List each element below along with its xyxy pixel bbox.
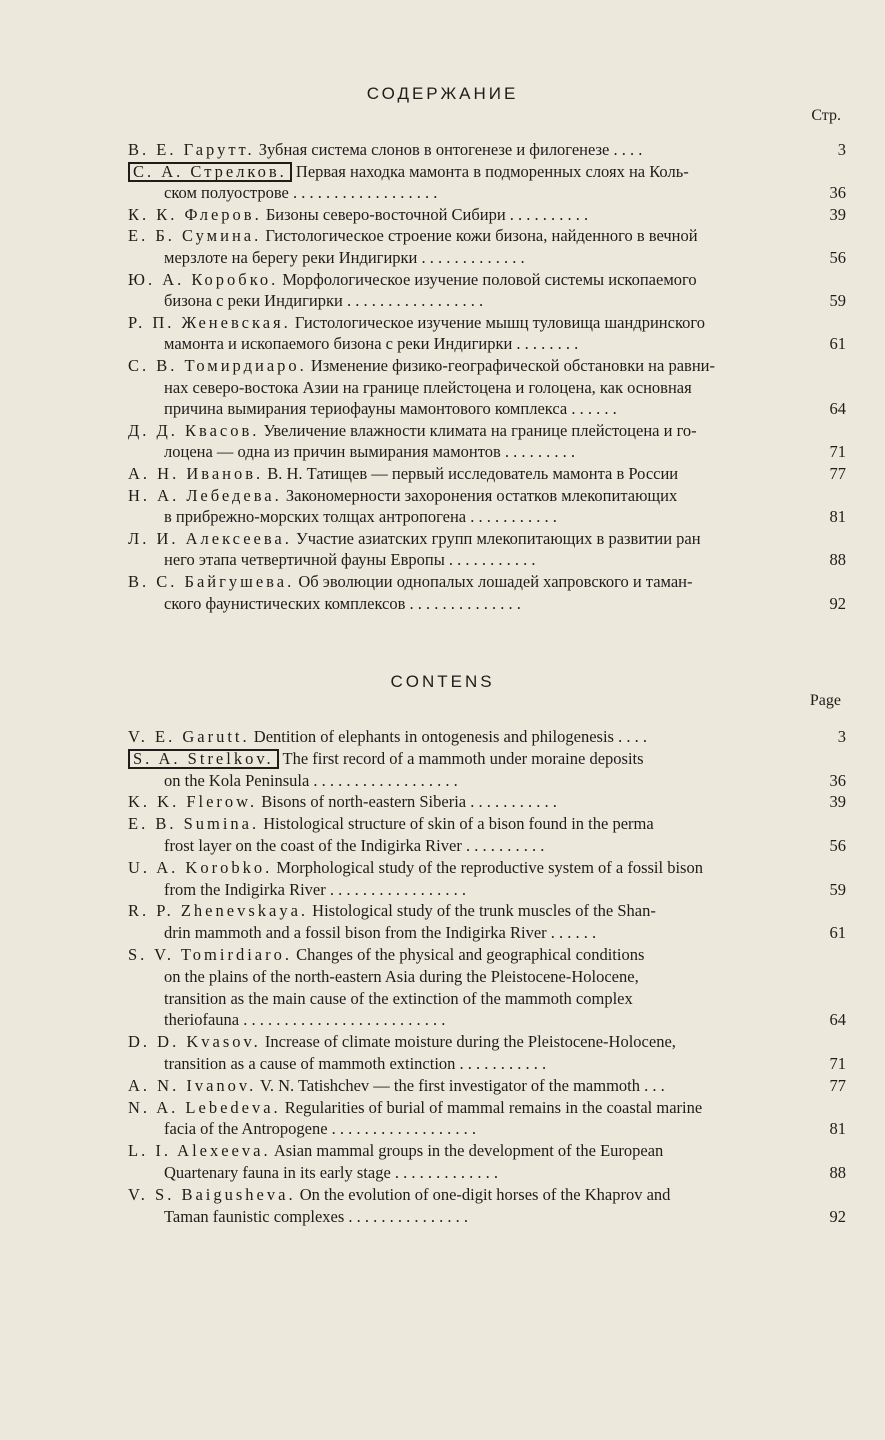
toc-title-text: Histological study of the trunk muscles of the Shan- xyxy=(312,901,656,921)
toc-entry-line xyxy=(128,880,846,902)
toc-title-text: Об эволюции однопалых лошадей хапровского и таман- xyxy=(298,572,693,591)
toc-entry-line xyxy=(128,442,846,464)
toc-author: E. B. Sumina. xyxy=(128,814,260,834)
toc-author: S. A. Strelkov. xyxy=(128,749,279,769)
toc-title-text: него этапа четвертичной фауны Европы . . . . . . . . . . . xyxy=(164,550,536,570)
en-toc-entry xyxy=(128,727,846,749)
ru-toc-entry xyxy=(128,529,846,572)
toc-page-number: 56 xyxy=(829,835,846,855)
toc-title-text: Histological structure of skin of a bison found in the perma xyxy=(263,814,654,834)
toc-entry-line xyxy=(128,334,846,356)
toc-entry-line xyxy=(128,486,846,508)
toc-page-number: 59 xyxy=(829,291,846,311)
en-toc-entry xyxy=(128,749,846,793)
toc-page-number: 61 xyxy=(829,334,846,354)
toc-title-text: Морфологическое изучение половой системы ископаемого xyxy=(282,269,697,289)
toc-title-text: Quartenary fauna in its early stage . . . . . . . . . . . . . xyxy=(164,1162,499,1182)
en-toc-entry xyxy=(128,814,846,858)
toc-entry-line xyxy=(128,270,846,292)
ru-heading: СОДЕРЖАНИЕ xyxy=(366,84,519,103)
en-toc-entry xyxy=(128,858,846,902)
toc-author: В. Е. Гарутт. xyxy=(128,140,255,159)
toc-entry-line xyxy=(128,507,846,529)
toc-author: U. A. Korobko. xyxy=(128,857,273,877)
toc-entry-line xyxy=(128,836,846,858)
toc-entry-line xyxy=(128,226,846,248)
toc-page-number: 77 xyxy=(829,464,846,483)
toc-page-number: 36 xyxy=(829,183,846,203)
toc-entry-line xyxy=(128,967,846,989)
toc-page-number: 81 xyxy=(829,507,846,527)
toc-entry-line xyxy=(128,814,846,836)
toc-title-text: Увеличение влажности климата на границе плейстоцена и го- xyxy=(263,420,697,440)
toc-title-text: Зубная система слонов в онтогенезе и филогенезе . . . . xyxy=(258,140,643,159)
en-toc-entry xyxy=(128,1141,846,1185)
en-toc-entry xyxy=(128,1032,846,1076)
en-toc-entry xyxy=(128,1185,846,1229)
toc-title-text: on the Kola Peninsula . . . . . . . . . . . . . . . . . . xyxy=(164,770,458,790)
toc-title-text: лоцена — одна из причин вымирания мамонтов . . . . . . . . . xyxy=(164,442,576,462)
toc-page-number: 59 xyxy=(829,879,846,899)
toc-entry-line xyxy=(128,1032,846,1054)
toc-author: Д. Д. Квасов. xyxy=(128,420,260,440)
toc-author: С. А. Стрелков. xyxy=(128,162,292,182)
ru-toc-entry xyxy=(128,356,846,421)
toc-page-number: 92 xyxy=(829,593,846,613)
toc-page-number: 3 xyxy=(837,140,846,159)
toc-title-text: бизона с реки Индигирки . . . . . . . . . . . . . . . . . xyxy=(164,291,484,311)
ru-toc-entry xyxy=(128,464,846,486)
ru-toc-entry xyxy=(128,421,846,464)
toc-page-number: 39 xyxy=(829,204,846,224)
toc-title-text: On the evolution of one-digit horses of the Khaprov and xyxy=(299,1184,671,1204)
toc-title-text: transition as a cause of mammoth extinction . . . . . . . . . . . xyxy=(164,1053,547,1073)
ru-toc-entry xyxy=(128,205,846,227)
toc-title-text: Changes of the physical and geographical conditions xyxy=(296,945,645,964)
toc-author: L. I. Alexeeva. xyxy=(128,1141,271,1161)
toc-title-text: Закономерности захоронения остатков млекопитающих xyxy=(285,485,678,505)
toc-entry-line xyxy=(128,572,846,594)
toc-author: К. К. Флеров. xyxy=(128,204,262,224)
toc-entry-line xyxy=(128,1076,846,1098)
toc-page-number: 56 xyxy=(829,247,846,267)
toc-author: K. K. Flerow. xyxy=(128,792,258,812)
toc-entry-line xyxy=(128,1010,846,1032)
toc-entry-line xyxy=(128,1098,846,1120)
toc-entry-line xyxy=(128,945,846,967)
toc-title-text: Гистологическое строение кожи бизона, найденного в вечной xyxy=(265,226,698,246)
toc-title-text: drin mammoth and a fossil bison from the Indigirka River . . . . . . xyxy=(164,923,597,943)
en-toc-entry xyxy=(128,792,846,814)
toc-author: N. A. Lebedeva. xyxy=(128,1097,281,1117)
toc-entry-line xyxy=(128,1119,846,1141)
toc-title-text: Regularities of burial of mammal remains in the coastal marine xyxy=(284,1097,703,1117)
toc-entry-line xyxy=(128,183,846,205)
ru-page-label: Стр. xyxy=(811,107,841,124)
toc-page-number: 77 xyxy=(829,1075,846,1095)
toc-entry-line xyxy=(128,771,846,793)
ru-toc-entry xyxy=(128,313,846,356)
toc-title-text: В. Н. Татищев — первый исследователь мамонта в России xyxy=(267,464,679,483)
toc-title-text: Dentition of elephants in ontogenesis and philogenesis . . . . xyxy=(253,727,647,746)
en-toc-entry xyxy=(128,1098,846,1142)
ru-toc-entry xyxy=(128,162,846,205)
toc-title-text: transition as the main cause of the extinction of the mammoth complex xyxy=(164,988,633,1008)
toc-entry-line xyxy=(128,1054,846,1076)
toc-entry-line xyxy=(128,792,846,814)
toc-entry-line xyxy=(128,749,846,771)
toc-title-text: Bisons of north-eastern Siberia . . . . . . . . . . . xyxy=(261,792,557,812)
toc-author: В. С. Байгушева. xyxy=(128,572,295,591)
toc-author: V. E. Garutt. xyxy=(128,727,250,746)
toc-page-number: 92 xyxy=(829,1206,846,1226)
toc-entry-line xyxy=(128,550,846,572)
toc-author: Л. И. Алексеева. xyxy=(128,528,292,548)
ru-toc-entry xyxy=(128,572,846,615)
toc-title-text: ском полуострове . . . . . . . . . . . . . . . . . . xyxy=(164,183,438,203)
toc-page-number: 81 xyxy=(829,1119,846,1139)
ru-toc-entry xyxy=(128,226,846,269)
toc-author: D. D. Kvasov. xyxy=(128,1032,261,1052)
toc-title-text: в прибрежно-морских толщах антропогена . . . . . . . . . . . xyxy=(164,507,557,527)
toc-entry-line xyxy=(128,529,846,551)
toc-title-text: Первая находка мамонта в подморенных слоях на Коль- xyxy=(295,161,689,181)
toc-entry-line xyxy=(128,378,846,400)
toc-entry-line xyxy=(128,356,846,378)
en-toc-entry xyxy=(128,945,846,1032)
toc-page-number: 3 xyxy=(837,727,846,746)
toc-entry-line xyxy=(128,464,846,486)
toc-entry-line xyxy=(128,858,846,880)
toc-entry-line xyxy=(128,989,846,1011)
toc-entry-line xyxy=(128,140,846,162)
toc-entry-line xyxy=(128,162,846,184)
toc-title-text: Гистологическое изучение мышц туловища шандринского xyxy=(294,312,705,332)
toc-entry-line xyxy=(128,291,846,313)
toc-page-number: 71 xyxy=(829,1053,846,1073)
en-heading: CONTENS xyxy=(390,672,495,691)
toc-title-text: from the Indigirka River . . . . . . . . . . . . . . . . . xyxy=(164,879,466,899)
ru-toc-entry xyxy=(128,140,846,162)
toc-entry-line xyxy=(128,923,846,945)
toc-entry-line xyxy=(128,1141,846,1163)
toc-entry-line xyxy=(128,313,846,335)
toc-page-number: 64 xyxy=(829,1010,846,1030)
toc-author: V. S. Baigusheva. xyxy=(128,1184,296,1204)
toc-title-text: Morphological study of the reproductive system of a fossil bison xyxy=(276,857,703,877)
toc-entry-line xyxy=(128,1163,846,1185)
toc-entry-line xyxy=(128,205,846,227)
toc-title-text: ского фаунистических комплексов . . . . . . . . . . . . . . xyxy=(164,593,521,613)
toc-author: Р. П. Женевская. xyxy=(128,312,291,332)
ru-toc-entry xyxy=(128,486,846,529)
toc-author: Е. Б. Сумина. xyxy=(128,226,262,246)
toc-page-number: 64 xyxy=(829,399,846,419)
toc-entry-line xyxy=(128,594,846,616)
toc-author: S. V. Tomirdiaro. xyxy=(128,945,292,964)
toc-title-text: facia of the Antropogene . . . . . . . . . . . . . . . . . . xyxy=(164,1119,477,1139)
ru-toc-entry xyxy=(128,270,846,313)
toc-entry-line xyxy=(128,1185,846,1207)
toc-author: R. P. Zhenevskaya. xyxy=(128,901,309,921)
toc-page-number: 88 xyxy=(829,550,846,570)
toc-entry-line xyxy=(128,1207,846,1229)
toc-author: Н. А. Лебедева. xyxy=(128,485,282,505)
toc-title-text: Бизоны северо-восточной Сибири . . . . . . . . . . xyxy=(265,204,589,224)
toc-title-text: The first record of a mammoth under moraine deposits xyxy=(282,748,644,768)
toc-entry-line xyxy=(128,248,846,270)
toc-title-text: Участие азиатских групп млекопитающих в развитии ран xyxy=(296,528,701,548)
toc-title-text: Изменение физико-географической обстановки на равни- xyxy=(310,356,715,375)
toc-entry-line xyxy=(128,399,846,421)
toc-author: С. В. Томирдиаро. xyxy=(128,356,307,375)
en-toc-entry xyxy=(128,901,846,945)
toc-author: Ю. А. Коробко. xyxy=(128,269,279,289)
toc-title-text: Increase of climate moisture during the Pleistocene-Holocene, xyxy=(264,1032,676,1052)
toc-page-number: 36 xyxy=(829,770,846,790)
toc-title-text: причина вымирания териофауны мамонтового комплекса . . . . . . xyxy=(164,399,617,419)
toc-entry-line xyxy=(128,421,846,443)
toc-title-text: on the plains of the north-eastern Asia during the Pleistocene-Holocene, xyxy=(164,966,639,986)
toc-title-text: мамонта и ископаемого бизона с реки Индигирки . . . . . . . . xyxy=(164,334,579,354)
en-toc-entry xyxy=(128,1076,846,1098)
toc-entry-line xyxy=(128,727,846,749)
toc-page-number: 61 xyxy=(829,923,846,943)
toc-title-text: V. N. Tatishchev — the first investigator of the mammoth . . . xyxy=(260,1075,665,1095)
toc-title-text: frost layer on the coast of the Indigirka River . . . . . . . . . . xyxy=(164,835,545,855)
toc-author: A. N. Ivanov. xyxy=(128,1075,257,1095)
toc-page-number: 88 xyxy=(829,1162,846,1182)
toc-title-text: Asian mammal groups in the development of the European xyxy=(273,1141,664,1161)
en-page-label: Page xyxy=(809,692,841,709)
toc-entry-line xyxy=(128,901,846,923)
toc-page-number: 39 xyxy=(829,792,846,812)
toc-title-text: нах северо-востока Азии на границе плейстоцена и голоцена, как основная xyxy=(164,377,692,397)
toc-title-text: theriofauna . . . . . . . . . . . . . . . . . . . . . . . . . xyxy=(164,1010,446,1030)
toc-author: А. Н. Иванов. xyxy=(128,464,264,483)
toc-page-number: 71 xyxy=(829,442,846,462)
toc-title-text: мерзлоте на берегу реки Индигирки . . . . . . . . . . . . . xyxy=(164,247,525,267)
toc-title-text: Taman faunistic complexes . . . . . . . . . . . . . . . xyxy=(164,1206,469,1226)
